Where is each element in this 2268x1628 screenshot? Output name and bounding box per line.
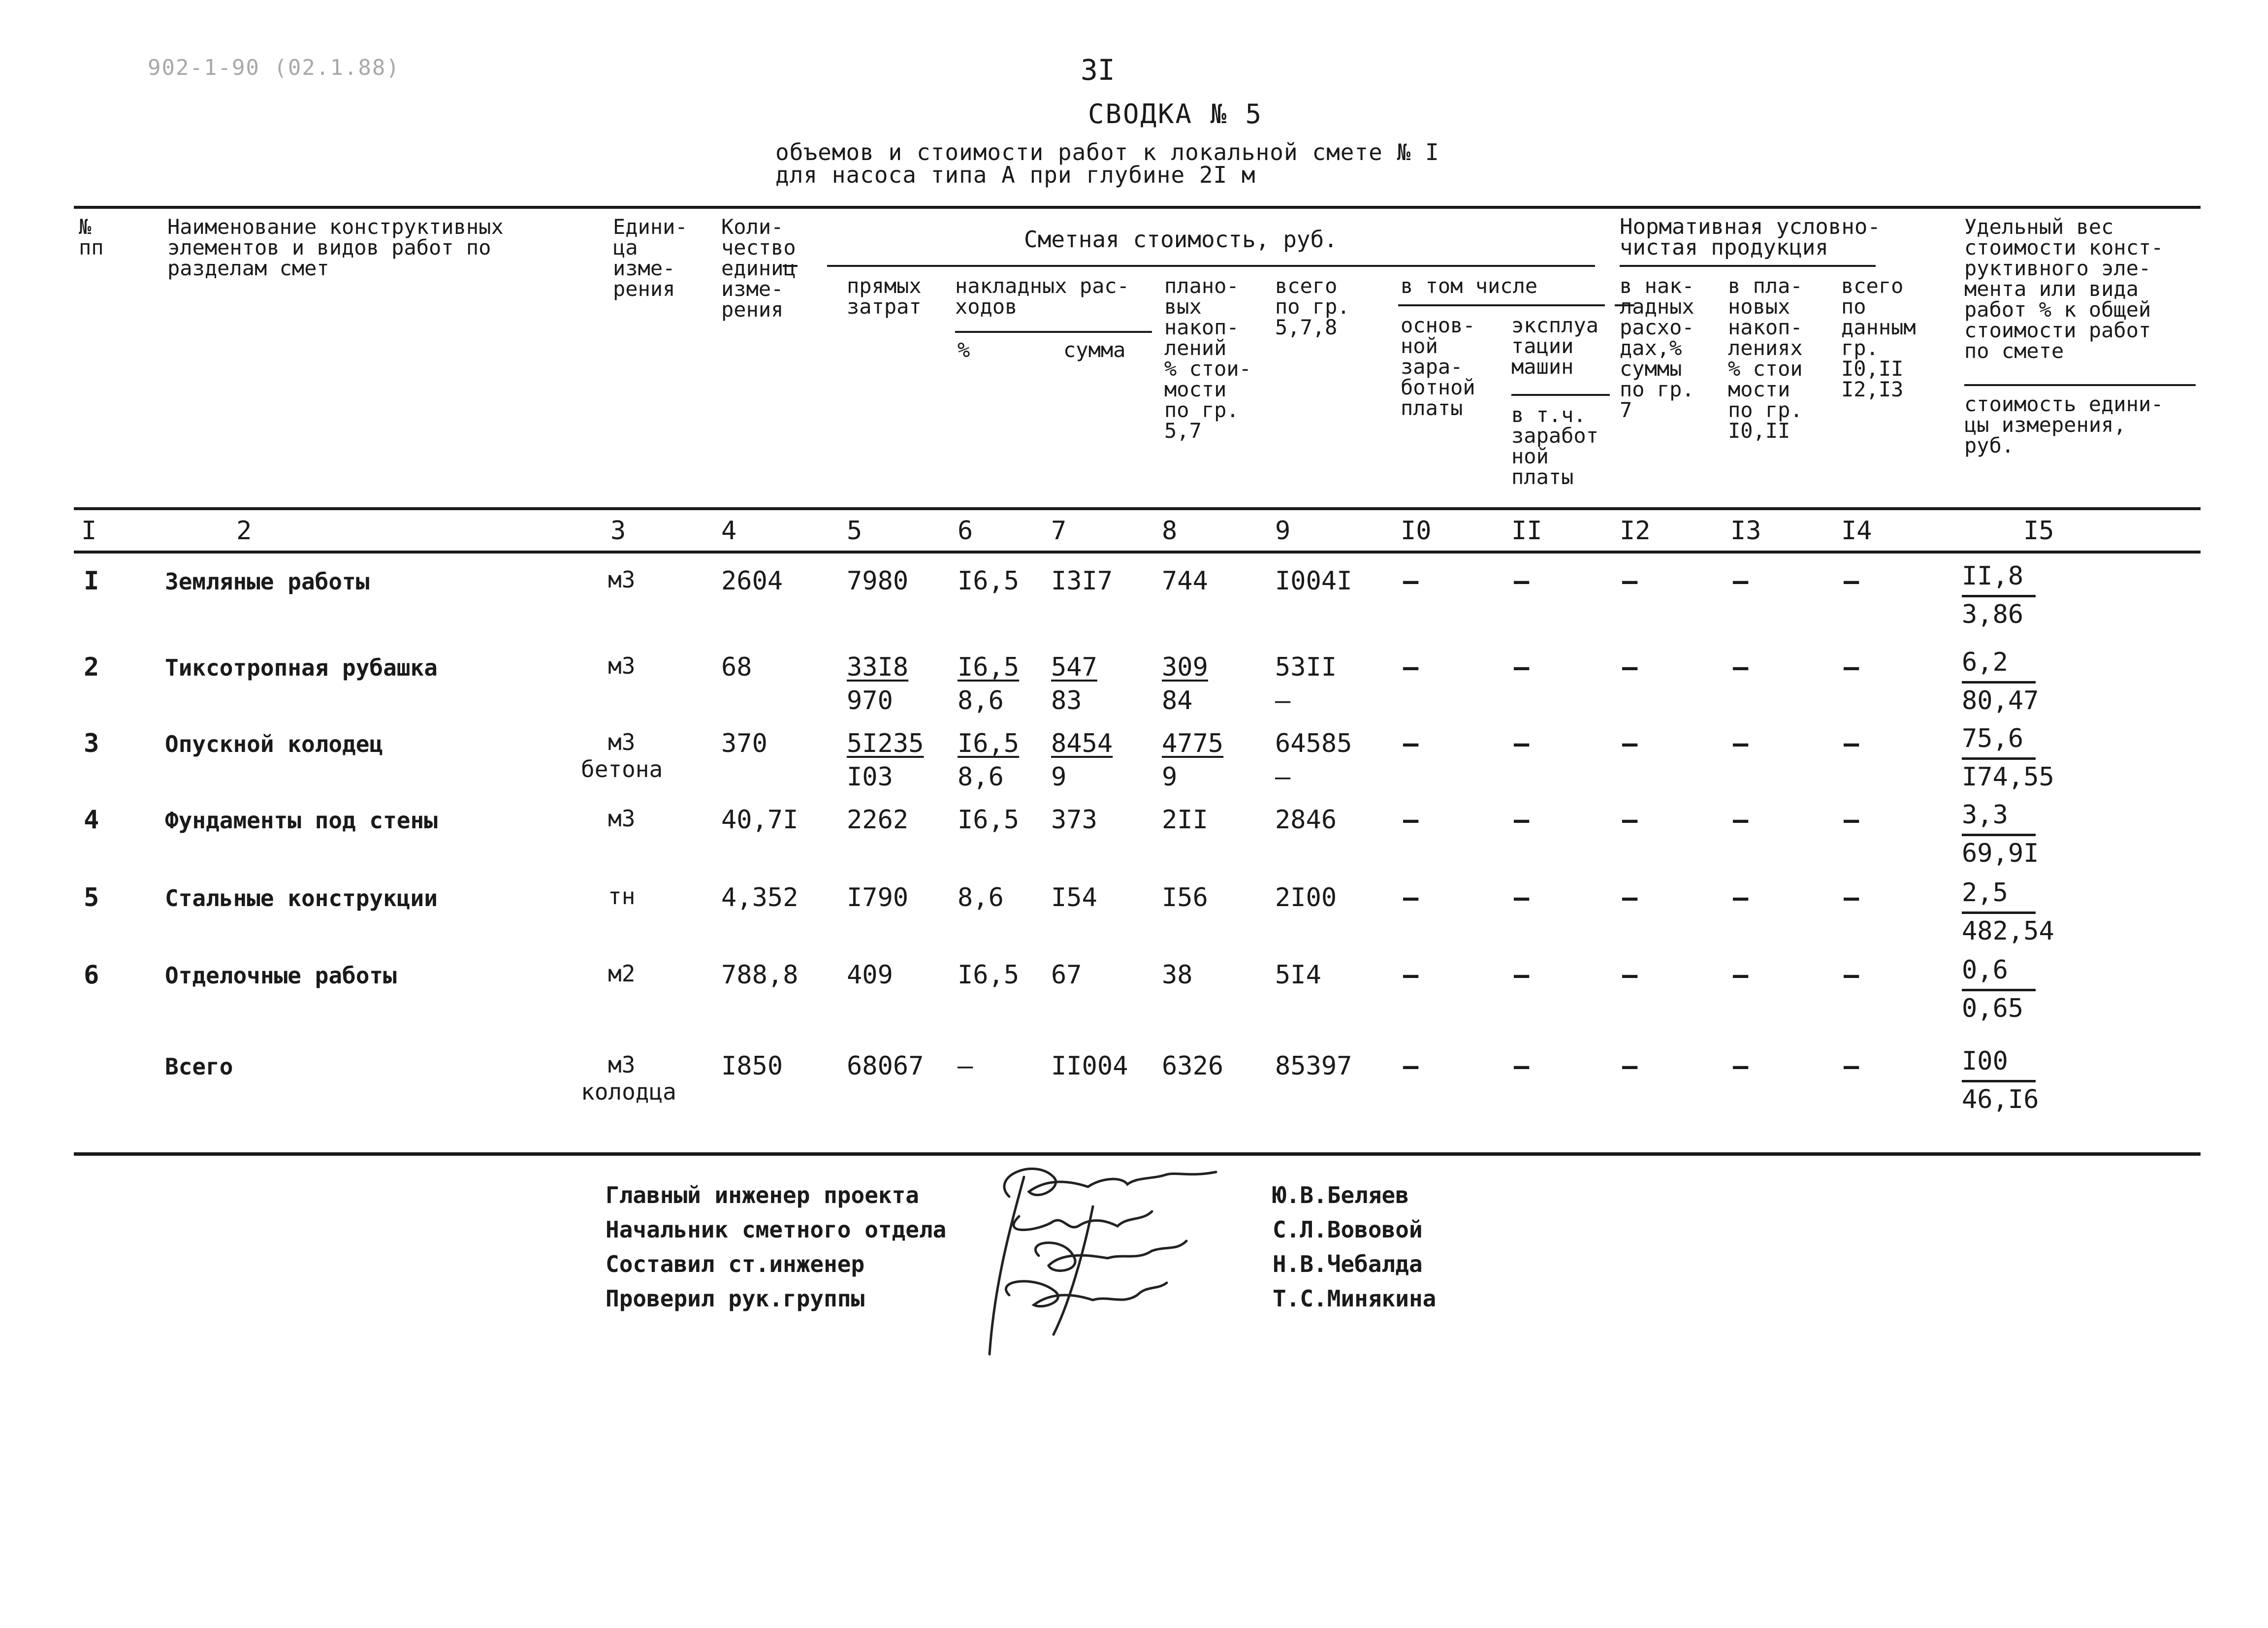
row-direct-second: 970 — [847, 686, 893, 716]
row-sum-second: 9 — [1051, 762, 1067, 792]
row-empty-value: – — [1622, 652, 1638, 682]
row-sum: 373 — [1051, 805, 1097, 835]
row-planned: 744 — [1162, 566, 1208, 596]
row-empty-value: – — [1733, 960, 1749, 990]
header-total: всего по гр. 5,7,8 — [1275, 274, 1350, 339]
row-sum: I54 — [1051, 883, 1097, 912]
document-subtitle-line1: объемов и стоимости работ к локальной смете № I — [775, 139, 1439, 165]
row-empty-value: – — [1403, 883, 1419, 912]
header-unit: Едини- ца изме- рения — [613, 215, 688, 301]
row-number: 6 — [84, 960, 99, 990]
row-planned: I56 — [1162, 883, 1208, 912]
row-weight-percent: II,8 — [1962, 561, 2024, 591]
row-weight-divider — [1962, 757, 2036, 760]
column-number: I2 — [1620, 516, 1651, 546]
column-number: 8 — [1162, 516, 1178, 546]
column-number: 9 — [1275, 516, 1291, 546]
column-number: I — [81, 516, 97, 546]
column-number: I4 — [1841, 516, 1872, 546]
row-pct: I6,5 — [958, 805, 1020, 835]
row-planned-second: 84 — [1162, 686, 1193, 716]
row-number: 5 — [84, 883, 99, 912]
row-empty-value: – — [1622, 1051, 1638, 1081]
row-weight-percent: 6,2 — [1962, 648, 2008, 677]
header-overhead: накладных рас- ходов — [955, 274, 1130, 319]
row-number: 4 — [84, 805, 99, 835]
signature-name: Н.В.Чебалда — [1273, 1251, 1423, 1277]
row-pct: I6,5 — [958, 566, 1020, 596]
row-empty-value: – — [1403, 729, 1419, 758]
row-weight-divider — [1962, 595, 2036, 597]
header-normative: Нормативная условно- чистая продукция — [1620, 214, 1881, 260]
row-weight-divider — [1962, 912, 2036, 914]
row-empty-value: – — [1733, 729, 1749, 758]
header-norm-total: всего по данным гр. I0,II I2,I3 — [1841, 274, 1916, 401]
row-name: Опускной колодец — [165, 731, 383, 757]
header-direct: прямых затрат — [847, 274, 922, 319]
column-number: II — [1511, 516, 1542, 546]
row-weight-divider — [1962, 834, 2036, 836]
document-reference: 902-1-90 (02.1.88) — [148, 55, 400, 80]
row-name: Отделочные работы — [165, 962, 397, 989]
row-empty-value: – — [1733, 805, 1749, 835]
row-weight-percent: I00 — [1962, 1046, 2008, 1076]
row-unit: м3 — [608, 729, 636, 755]
row-name: Земляные работы — [165, 568, 370, 595]
row-total-second: – — [1275, 762, 1291, 792]
row-number: 3 — [84, 729, 99, 758]
row-empty-value: – — [1514, 960, 1530, 990]
row-empty-value: – — [1844, 566, 1859, 596]
row-empty-value: – — [1514, 883, 1530, 912]
row-empty-value: – — [1514, 729, 1530, 758]
row-unit-cost: 0,65 — [1962, 994, 2024, 1023]
row-planned: 6326 — [1162, 1051, 1224, 1081]
row-empty-value: – — [1622, 883, 1638, 912]
row-empty-value: – — [1733, 652, 1749, 682]
signature-name: Ю.В.Беляев — [1273, 1182, 1409, 1208]
column-number: 5 — [847, 516, 862, 546]
handwritten-signatures — [980, 1157, 1246, 1364]
row-number: 2 — [84, 652, 99, 682]
row-name: Тиксотропная рубашка — [165, 654, 438, 681]
row-planned-second: 9 — [1162, 762, 1178, 792]
row-pct-second: 8,6 — [958, 686, 1004, 716]
row-direct: 5I235 — [847, 729, 924, 758]
signature-role: Составил ст.инженер — [606, 1251, 865, 1277]
column-number: 6 — [958, 516, 973, 546]
document-subtitle-line2: для насоса типа А при глубине 2I м — [775, 162, 1256, 188]
row-direct: 68067 — [847, 1051, 924, 1081]
column-number: I3 — [1730, 516, 1761, 546]
colnum-bottom-rule — [74, 551, 2201, 554]
row-empty-value: – — [1403, 1051, 1419, 1081]
row-empty-value: – — [1733, 566, 1749, 596]
row-unit-cost: 69,9I — [1962, 839, 2039, 868]
header-norm-overhead: в нак- ладных расхо- дах,% суммы по гр. 7 — [1620, 274, 1694, 422]
signature-name: С.Л.Вововой — [1273, 1216, 1423, 1243]
row-unit: м3 — [608, 566, 636, 593]
row-unit-cost: I74,55 — [1962, 762, 2054, 792]
column-number: I5 — [2023, 516, 2054, 546]
row-sum: II004 — [1051, 1051, 1128, 1081]
header-bottom-rule — [74, 507, 2201, 510]
column-number: 4 — [721, 516, 737, 546]
row-weight-divider — [1962, 681, 2036, 684]
row-empty-value: – — [1622, 729, 1638, 758]
header-rule-overhead — [955, 331, 1152, 333]
header-machines-wage: в т.ч. заработ ной платы — [1511, 403, 1599, 489]
row-unit-detail: бетона — [581, 756, 663, 782]
column-number: I0 — [1401, 516, 1432, 546]
row-planned: 38 — [1162, 960, 1193, 990]
row-empty-value: – — [1403, 960, 1419, 990]
row-weight-percent: 3,3 — [1962, 800, 2008, 830]
row-empty-value: – — [1733, 883, 1749, 912]
header-rule-incl — [1398, 304, 1605, 306]
row-direct: 33I8 — [847, 652, 909, 682]
row-weight-percent: 0,6 — [1962, 955, 2008, 985]
row-quantity: 370 — [721, 729, 767, 758]
row-pct: – — [958, 1051, 973, 1081]
row-quantity: 2604 — [721, 566, 783, 596]
row-empty-value: – — [1403, 652, 1419, 682]
row-empty-value: – — [1622, 960, 1638, 990]
row-quantity: 40,7I — [721, 805, 799, 835]
column-number: 3 — [610, 516, 626, 546]
signature-role: Проверил рук.группы — [606, 1285, 865, 1312]
row-unit: тн — [608, 883, 636, 910]
signature-role: Главный инженер проекта — [606, 1182, 919, 1208]
row-direct: 409 — [847, 960, 893, 990]
row-sum: 547 — [1051, 652, 1097, 682]
row-total-second: – — [1275, 686, 1291, 716]
row-empty-value: – — [1844, 652, 1859, 682]
row-total: 5I4 — [1275, 960, 1321, 990]
row-unit-cost: 482,54 — [1962, 916, 2054, 946]
header-machines: эксплуа тации машин — [1511, 313, 1599, 379]
row-empty-value: – — [1514, 805, 1530, 835]
row-pct: I6,5 — [958, 960, 1020, 990]
row-total: 85397 — [1275, 1051, 1352, 1081]
signature-name: Т.С.Минякина — [1273, 1285, 1437, 1312]
header-overhead-sum: сумма — [1063, 338, 1126, 362]
row-name: Фундаменты под стены — [165, 807, 438, 834]
header-qty: Коли- чество единиц изме- рения — [721, 215, 796, 322]
row-total: 53II — [1275, 652, 1337, 682]
row-empty-value: – — [1622, 805, 1638, 835]
header-basic-wage: основ- ной зара- ботной платы — [1401, 313, 1475, 420]
row-unit-cost: 80,47 — [1962, 686, 2039, 716]
row-pct: 8,6 — [958, 883, 1004, 912]
header-estimated-cost: Сметная стоимость, руб. — [1024, 226, 1338, 253]
row-unit-cost: 3,86 — [1962, 600, 2024, 629]
header-incl: в том числе — [1401, 274, 1538, 298]
row-unit: м3 — [608, 1051, 636, 1078]
row-pct: I6,5 — [958, 652, 1020, 682]
row-quantity: 4,352 — [721, 883, 799, 912]
row-quantity: 68 — [721, 652, 752, 682]
row-unit: м2 — [608, 960, 636, 987]
row-empty-value: – — [1844, 729, 1859, 758]
row-empty-value: – — [1514, 566, 1530, 596]
header-unit-cost: стоимость едини- цы измерения, руб. — [1964, 392, 2164, 457]
row-name: Всего — [165, 1053, 233, 1080]
row-total: 64585 — [1275, 729, 1352, 758]
page-number: 3I — [1081, 53, 1115, 87]
row-empty-value: – — [1514, 652, 1530, 682]
row-quantity: 788,8 — [721, 960, 799, 990]
row-total: I004I — [1275, 566, 1352, 596]
header-overhead-pct: % — [958, 338, 970, 362]
row-empty-value: – — [1844, 805, 1859, 835]
row-pct: I6,5 — [958, 729, 1020, 758]
row-planned: 309 — [1162, 652, 1208, 682]
row-quantity: I850 — [721, 1051, 783, 1081]
column-number: 7 — [1051, 516, 1067, 546]
column-number: 2 — [236, 516, 252, 546]
header-rule-machines — [1511, 394, 1610, 396]
row-empty-value: – — [1622, 566, 1638, 596]
row-empty-value: – — [1844, 960, 1859, 990]
row-weight-divider — [1962, 1080, 2036, 1082]
row-sum-second: 83 — [1051, 686, 1082, 716]
row-name: Стальные конструкции — [165, 885, 438, 912]
row-planned: 4775 — [1162, 729, 1224, 758]
row-empty-value: – — [1403, 805, 1419, 835]
row-weight-percent: 75,6 — [1962, 724, 2024, 753]
table-top-rule — [74, 206, 2201, 209]
row-weight-divider — [1962, 989, 2036, 991]
table-bottom-rule — [74, 1152, 2201, 1156]
header-planned: плано- вых накоп- лений % стои- мости по гр. 5,7 — [1164, 274, 1252, 443]
row-total: 2846 — [1275, 805, 1337, 835]
row-direct: 7980 — [847, 566, 909, 596]
row-empty-value: – — [1844, 1051, 1859, 1081]
signature-role: Начальник сметного отдела — [606, 1216, 947, 1243]
header-norm-planned: в пла- новых накоп- лениях % стои мости по гр. I0,II — [1728, 274, 1803, 443]
row-direct-second: I03 — [847, 762, 893, 792]
row-number: I — [84, 566, 99, 596]
header-rule-cost — [827, 265, 1595, 267]
row-direct: I790 — [847, 883, 909, 912]
row-empty-value: – — [1844, 883, 1859, 912]
row-unit: м3 — [608, 805, 636, 832]
row-sum: I3I7 — [1051, 566, 1113, 596]
header-rule-normative — [1620, 265, 1876, 267]
row-empty-value: – — [1514, 1051, 1530, 1081]
header-rule-weight — [1964, 384, 2196, 386]
row-pct-second: 8,6 — [958, 762, 1004, 792]
header-weight: Удельный вес стоимости конст- руктивного эле- мента или вида работ % к общей стоимости работ по смете — [1964, 215, 2164, 363]
row-unit: м3 — [608, 652, 636, 679]
row-unit-detail: колодца — [581, 1078, 676, 1105]
row-unit-cost: 46,I6 — [1962, 1085, 2039, 1114]
header-name: Наименование конструктивных элементов и видов работ по разделам смет — [167, 215, 504, 280]
document-title: СВОДКА № 5 — [1088, 98, 1263, 130]
header-num: № пп — [79, 215, 104, 260]
row-sum: 8454 — [1051, 729, 1113, 758]
row-total: 2I00 — [1275, 883, 1337, 912]
row-empty-value: – — [1403, 566, 1419, 596]
row-sum: 67 — [1051, 960, 1082, 990]
row-weight-percent: 2,5 — [1962, 878, 2008, 908]
row-empty-value: – — [1733, 1051, 1749, 1081]
row-planned: 2II — [1162, 805, 1208, 835]
row-direct: 2262 — [847, 805, 909, 835]
